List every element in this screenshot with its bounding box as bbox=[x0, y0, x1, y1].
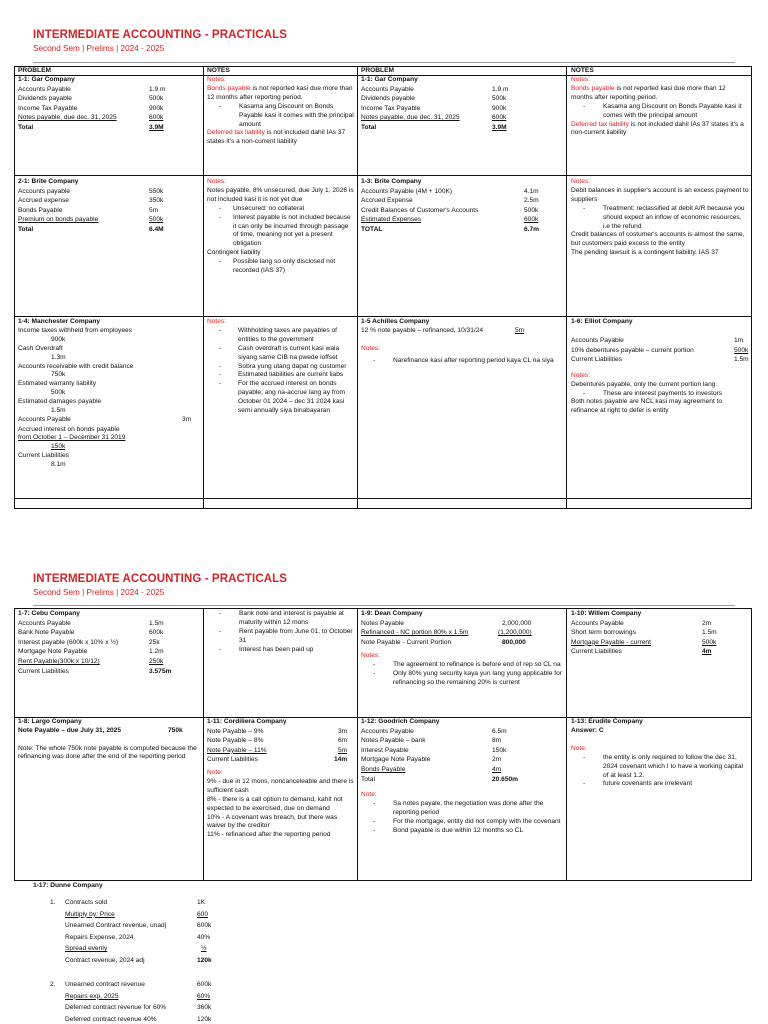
problem-title: 2-1: Brite Company bbox=[18, 178, 79, 185]
problem-title: 1-1: Gar Company bbox=[18, 76, 75, 83]
bullet: - Kasama ang Discount on Bonds Payable kasi it comes with the principal amount bbox=[571, 103, 749, 121]
problem-2-1 bbox=[18, 178, 200, 236]
row: Bonds Payable 5m bbox=[18, 206, 159, 214]
bullet: - For the mortgage, entity did not comply with the covenant bbox=[361, 818, 564, 827]
problem-title: 1-7: Cebu Company bbox=[18, 610, 80, 617]
problem-title: 1-12: Goodrich Company bbox=[361, 718, 440, 725]
notes-1-7 bbox=[207, 610, 355, 655]
problem-1-10: 1-10: Willem Company Accounts Payable 2m Short term borrowings 1.5m Mortgage Payable - current 500k Current Liabilities 4m bbox=[571, 610, 749, 658]
notes-1-1: Notes: Bonds payable is not reported kasi due more than 12 months after reporting period. - Kasama ang Discount on Bonds Payable kasi it comes with the principal amount Deferred tax liability is not included dahil IAs 37 states it's a non-current liability bbox=[207, 76, 355, 147]
problem-title: 1-5 Achilles Company bbox=[361, 318, 430, 325]
problem-1-13: 1-13: Erudite Company Answer: C Note: - the entity is only required to follow the dec 31, 2024 covenant which I to have a working capital of at least 1.2. - future covenants are irrelevant bbox=[571, 718, 749, 789]
page-title-2: INTERMEDIATE ACCOUNTING - PRACTICALS bbox=[33, 573, 288, 585]
dunne-item-1: 1. Contracts sold 1K Multiply by: Price 600 Unearned Contract revenue, unadj 600k Repairs Expense, 2024 40% Spread evenly ½ Contract revenue, 2024 adj 120k bbox=[50, 899, 212, 964]
row: Estimated Expenses 600k bbox=[361, 216, 539, 224]
bullet: - Bank note and interest is payable at maturity within 12 mons bbox=[207, 610, 355, 628]
problem-title: 1-4: Manchester Company bbox=[18, 318, 101, 325]
problem-title: 1-6: Elliot Company bbox=[571, 318, 633, 325]
bullet: - Only 80% yung security kaya yun lang yung applicable for refinancing so the remaining 20% is current bbox=[361, 670, 564, 688]
row: Dividends payable 500k bbox=[361, 95, 507, 103]
answer: Answer: C bbox=[571, 726, 604, 734]
problem-title: 1-11: Cordiliera Company bbox=[207, 718, 287, 725]
bullet: - Narefinance kasi after reporting period kaya CL na siya bbox=[361, 357, 564, 366]
problem-1-1 bbox=[18, 76, 200, 134]
bullet: - Sobra yung utang dapat ng customer bbox=[207, 363, 355, 372]
problem-title: 1-10: Willem Company bbox=[571, 610, 642, 617]
problem-1-12: 1-12: Goodrich Company Accounts Payable 6.5m Notes Payable – bank 8m Interest Payable 150k Mortgage Note Payable 2m Bonds Payable 4m Total 20.650m Note: - Sa notes payale, the negotiation was done after the reporting period - For the mortgage, entity did not comply with the covenant - Bond payable is due within 12 months so CL bbox=[361, 718, 564, 836]
bullet: - Treatment: reclassified at debit A/R because you should expect an inflow of economic resources, i.e the refund bbox=[571, 205, 749, 232]
problem-1-4: 1-4: Manchester Company Income taxes withheld from employees 900k Cash Overdraft 1.3m Accounts receivable with credit balance 750k Estimated warranty liability 500k Estimated damages payable 1.5m Accounts Payable 3m Accrued interest on bonds payable from October 1 – December 31 2019 150k Current Liabilities 8.1m bbox=[18, 318, 200, 470]
col-header-problem: PROBLEM bbox=[18, 67, 51, 74]
col-header-problem-2: PROBLEM bbox=[361, 67, 394, 74]
notes-1-3: Notes: Debit balances in supplier's account is an excess payment to suppliers - Treatment: reclassified at debit A/R because you should expect an inflow of economic resources, i.e the refund Credit balances of costumer's accounts is almost the same, but customers paid excess to the entity The pending lawsuit is a contingent liability. IAS 37 bbox=[571, 178, 749, 258]
bullet: - the entity is only required to follow the dec 31, 2024 covenant which I to have a working capital of at least 1.2. bbox=[571, 754, 749, 781]
row: Income Tax Payable 900k bbox=[18, 104, 164, 112]
page-title: INTERMEDIATE ACCOUNTING - PRACTICALS bbox=[33, 29, 288, 41]
problem-1-17-title: 1-17: Dunne Company bbox=[33, 882, 103, 889]
problem-1-3 bbox=[361, 178, 564, 236]
bullet: - Kasama ang Discount on Bonds Payable kasi it comes with the principal amount bbox=[207, 103, 355, 130]
bullet: - Cash overdraft is current kasi wala siyang same CIB na pwede ioffset bbox=[207, 345, 355, 363]
header-divider bbox=[33, 62, 735, 63]
page-subtitle: Second Sem | Prelims | 2024 - 2025 bbox=[33, 44, 165, 53]
total-row: Total 6.4M bbox=[18, 225, 164, 233]
problem-1-1-copy bbox=[361, 76, 564, 134]
problem-1-8: 1-8: Largo Company Note Payable – due July 31, 2025 750k Note: The whole 750k note payable is computed because the refinancing was done after the end of the reporting period bbox=[18, 718, 200, 762]
bullet: - Possible lang so only disclosed not recorded (IAS 37) bbox=[207, 258, 355, 276]
row: Notes payable, due dec. 31, 2025 600k bbox=[18, 114, 164, 122]
problem-title: 1-8: Largo Company bbox=[18, 718, 82, 725]
total-row: TOTAL 6.7m bbox=[361, 225, 540, 233]
bullet: - Rent payable from June 01, to October 31 bbox=[207, 628, 355, 646]
row: Notes payable, due dec. 31, 2025 600k bbox=[361, 114, 507, 122]
problem-title: 1-9: Dean Company bbox=[361, 610, 423, 617]
row: Dividends payable 500k bbox=[18, 95, 164, 103]
problem-1-11: 1-11: Cordiliera Company Note Payable – 9% 3m Note Payable – 8% 6m Note Payable – 11% 5m Current Liabilities 14m Note: 9% - due in 12 mons, noncanceleable and there is sufficient cash 8% - there is a call option to demand, kahit not expected to be exercised, due on demand 10% - A covenant was breach, but there was waiver by the creditor 11% - refinanced after the reporting period bbox=[207, 718, 354, 839]
problem-1-7: 1-7: Cebu Company Accounts Payable 1.5m Bank Note Payable 600k Interest payable (600k x 10% x ½) 25k Mortgage Note Payable 1.2m Rent Payable(300k x 10/12) 250k Current Liabilities 3.575m bbox=[18, 610, 200, 677]
bullet: - The agreement to refinance is before end of rep so CL na bbox=[361, 661, 564, 670]
row: Accounts Payable 1.9 m bbox=[18, 85, 166, 93]
row: Accounts payable 550k bbox=[18, 187, 164, 195]
problem-title: 1-3: Brite Company bbox=[361, 178, 422, 185]
problem-title: 1-1: Gar Company bbox=[361, 76, 418, 83]
problem-1-9: 1-9: Dean Company Notes Payable 2,000,000 Refinanced - NC portion 80% x 1.5m (1,200,000) Note Payable - Current Portion 800,000 Notes: - The agreement to refinance is before end of rep so CL na - Only 80% yung security kaya yun lang yung applicable for refinancing so the remaining 20% is current bbox=[361, 610, 564, 688]
total-row: Total 3.9M bbox=[18, 123, 164, 131]
bullet: - Sa notes payale, the negotiation was done after the reporting period bbox=[361, 800, 564, 818]
header-divider-2 bbox=[33, 605, 735, 606]
bullet: - future covenants are irrelevant bbox=[571, 780, 749, 789]
notes-1-1-copy: Notes: Bonds payable is not reported kasi due more than 12 months after reporting period. - Kasama ang Discount on Bonds Payable kasi it comes with the principal amount Deferred tax liability is not included dahil IAs 37 states it's a non-current liability bbox=[571, 76, 749, 138]
bullet: - Interest payable is not included because it can only be incurred through passage of time, meaning not yet a present obligation bbox=[207, 214, 355, 250]
row: Accounts Payable 1.9 m bbox=[361, 85, 509, 93]
col-header-notes: NOTES bbox=[207, 67, 230, 74]
total-row: Total 3.9M bbox=[361, 123, 507, 131]
dunne-item-2: 2. Unearned contract revenue 600k Repairs exp, 2025 60% Deferred contract revenue for 60% 360k Deferred contract revenue 40% 120k bbox=[50, 981, 212, 1023]
bullet: - These are interest payments to investors bbox=[571, 390, 749, 399]
row: Income Tax Payable 900k bbox=[361, 104, 507, 112]
problem-1-5: 1-5 Achilles Company 12 % note payable – refinanced, 10/31/24 5m Notes: - Narefinance kasi after reporting period kaya CL na siya bbox=[361, 318, 564, 366]
bullet: - Estimated liabilities are current liabs bbox=[207, 371, 355, 380]
bullet: - Interest has been paid up bbox=[207, 646, 355, 655]
page-subtitle-2: Second Sem | Prelims | 2024 - 2025 bbox=[33, 588, 165, 597]
row: Premium on bonds payable 500k bbox=[18, 216, 164, 224]
notes-2-1: Notes: Notes payable, 8% unsecured, due July 1, 2026 is not included kasi it is not yet due - Unsecured: no collateral - Interest payable is not included because it can only be incurred through passage of time, meaning not yet a present obligation Contingent liability - Possible lang so only disclosed not recorded (IAS 37) bbox=[207, 178, 355, 276]
bullet: - Bond payable is due within 12 months so CL bbox=[361, 827, 564, 836]
bullet: - For the accrued interest on bonds payable, ang na-accrue lang ay from October 01 2024 – dec 31 2024 kasi semi annually siya binabayaran bbox=[207, 380, 355, 416]
bullet: - Withholding taxes are payables of entities to the government bbox=[207, 327, 355, 345]
problem-1-6: 1-6: Elliot Company Accounts Payable 1m 10% debentures payable – current portion 500k Current Liabilities 1.5m Notes: Debentures payable, only the current portion lang - These are interest payments to investors Both notes payable are NCL kasi may agreement to refinance at right to defer is entity bbox=[571, 318, 749, 416]
bullet: - Unsecured: no collateral bbox=[207, 205, 355, 214]
notes-1-4: Notes: - Withholding taxes are payables of entities to the government - Cash overdraft is current kasi wala siyang same CIB na pwede ioffset - Sobra yung utang dapat ng customer - Estimated liabilities are current liabs - For the accrued interest on bonds payable, ang na-accrue lang ay from October 01 2024 – dec 31 2024 kasi semi annually siya binabayaran bbox=[207, 318, 355, 416]
row: Accounts Payable (4M + 100K) 4.1m bbox=[361, 187, 539, 195]
col-header-notes-2: NOTES bbox=[571, 67, 594, 74]
problem-title: 1-13: Erudite Company bbox=[571, 718, 643, 725]
row: Credit Balances of Customer's Accounts 500k bbox=[361, 206, 539, 214]
row: Accrued expense 350k bbox=[18, 197, 164, 205]
row: Accrued Expense 2.5m bbox=[361, 197, 539, 205]
